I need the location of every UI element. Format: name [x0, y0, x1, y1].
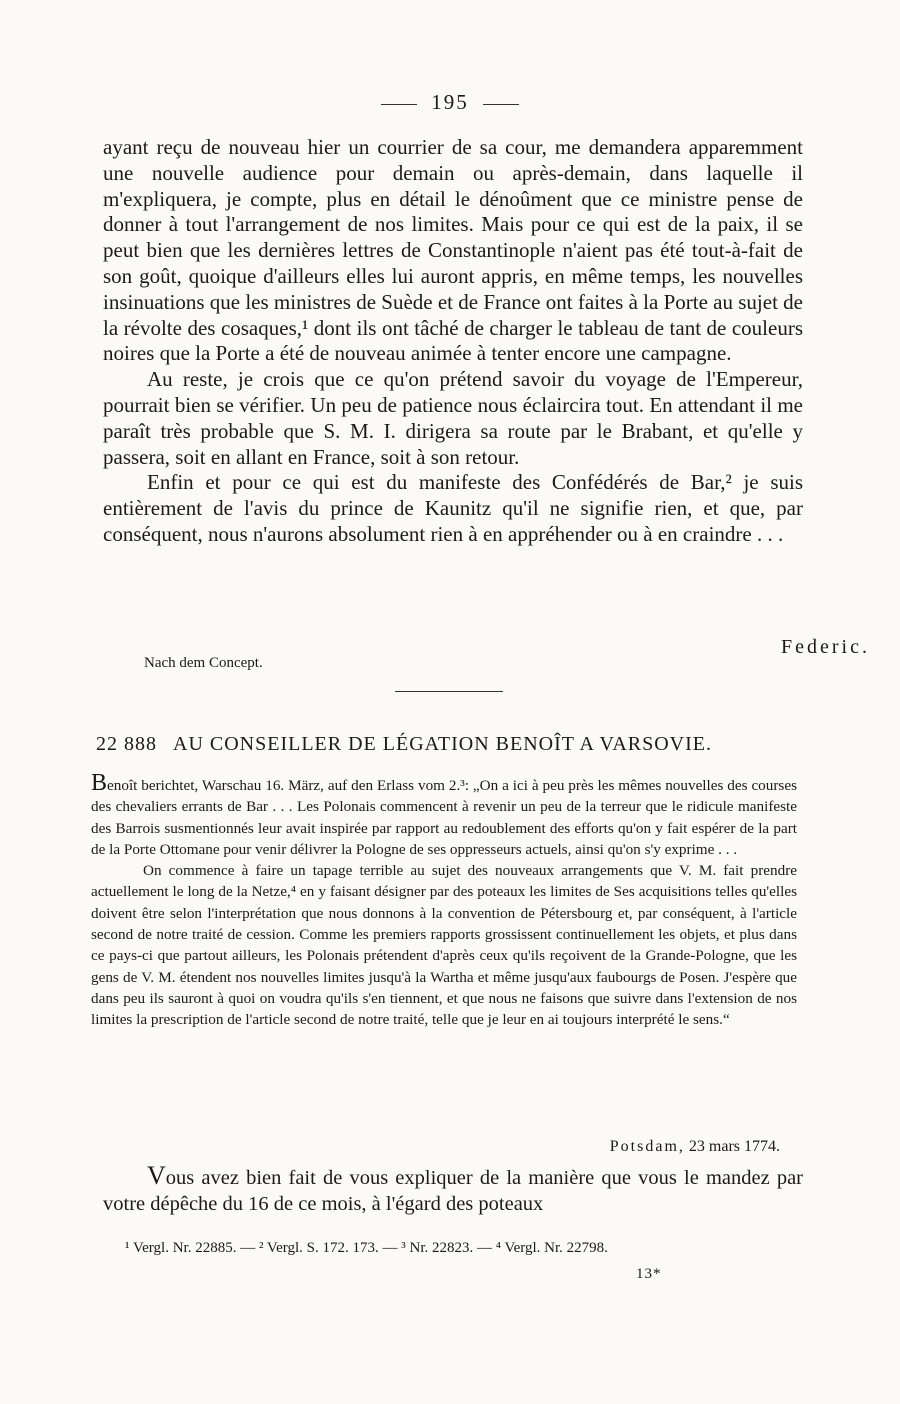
summary-paragraph-1-text: enoît berichtet, Warschau 16. März, auf den Erlass vom 2.³: „On a ici à peu près les mêmes nouvelles des courses des chevaliers errants de Bar . . . Les Polonais commencent à revenir un peu de la terreur que le ridicule manifeste des Barrois susmentionnés leur avait inspirée par rapport au redoublement des efforts qu'on y fait espérer de la part de la Porte Ottomane pour venir délivrer la Pologne de ses oppresseurs actuels, ainsi qu'on s'y exprime . . . [91, 777, 797, 858]
letter1-paragraph-1: ayant reçu de nouveau hier un courrier de sa cour, me demandera apparemment une nouvelle audience pour demain ou après-demain, dans laquelle il m'expliquera, je compte, plus en détail le dénoûment que ce ministre pense de donner à tout l'arrangement de nos limites. Mais pour ce qui est de la paix, il se peut bien que les dernières lettres de Constantinople n'aient pas été tout-à-fait de son goût, quoique d'ailleurs elles lui auront appris, en même temps, les nouvelles insinuations que les ministres de Suède et de France ont faites à la Porte au sujet de la révolte des cosaques,¹ dont ils ont tâché de charger le tableau de tant de couleurs noires que la Porte a été de nouveau animée à tenter encore une campagne. [103, 135, 803, 366]
section-divider [395, 691, 503, 692]
letter1-paragraph-3: Enfin et pour ce qui est du manifeste des Confédérés de Bar,² je suis entièrement de l'avis du prince de Kaunitz qu'il ne signifie rien, et que, par conséquent, nous n'aurons absolument rien à en appréhender ou à en craindre . . . [103, 470, 803, 546]
signature: Federic. [781, 636, 870, 658]
document-summary [91, 770, 797, 1031]
source-note: Nach dem Concept. [144, 655, 263, 671]
page-number: 195 [431, 90, 469, 114]
header-dash-right [483, 104, 519, 105]
header-dash-left [381, 104, 417, 105]
footnotes: ¹ Vergl. Nr. 22885. — ² Vergl. S. 172. 173. — ³ Nr. 22823. — ⁴ Vergl. Nr. 22798. [125, 1240, 608, 1256]
document-number: 22 888 [96, 733, 157, 755]
summary-paragraph-2: On commence à faire un tapage terrible au sujet des nouveaux arrangements que V. M. fait prendre actuellement le long de la Netze,⁴ en y faisant désigner par des poteaux les limites de Ses acquisitions telles qu'elles doivent être selon l'interprétation que nous donnons à la convention de Pétersbourg et, par conséquent, à l'article second de notre traité de cession. Comme les premiers rapports grossissent continuellement les objets, et plus dans ce pays-ci que partout ailleurs, les Polonais prétendent d'après ceux qu'ils reçoivent de la Grande-Pologne, que les gens de V. M. étendent nos nouvelles limites jusqu'à la Wartha et même jusqu'aux faubourgs de Posen. J'espère que dans peu ils sauront à quoi on voudra qu'ils s'en tiennent, et que nous ne faisons que suivre dans l'extension de nos limites la prescription de l'article second de notre traité, telle que je leur en ai toujours interprété le sens.“ [91, 862, 797, 1029]
summary-initial: B [91, 770, 108, 796]
page-header [0, 90, 900, 115]
summary-paragraph-1 [91, 770, 797, 860]
letter-body [103, 1163, 803, 1218]
document-heading [96, 733, 798, 756]
document-title: AU CONSEILLER DE LÉGATION BENOÎT A VARSOVIE. [173, 733, 712, 755]
place-date [610, 1138, 780, 1156]
letter2-paragraph-1 [103, 1163, 803, 1218]
signature-mark: 13* [636, 1266, 662, 1282]
letter2-text: ous avez bien fait de vous expliquer de la manière que vous le mandez par votre dépêche du 16 de ce mois, à l'égard des poteaux [103, 1167, 803, 1215]
date: 23 mars 1774. [688, 1138, 780, 1155]
letter2-initial: V [147, 1161, 166, 1190]
letter1-paragraph-2: Au reste, je crois que ce qu'on prétend savoir du voyage de l'Empereur, pourrait bien se vérifier. Un peu de patience nous éclaircira tout. En attendant il me paraît très probable que S. M. I. dirigera sa route par le Brabant, et qu'elle y passera, soit en allant en France, soit à son retour. [103, 367, 803, 469]
place: Potsdam, [609, 1138, 685, 1155]
letter-continuation [103, 135, 803, 548]
